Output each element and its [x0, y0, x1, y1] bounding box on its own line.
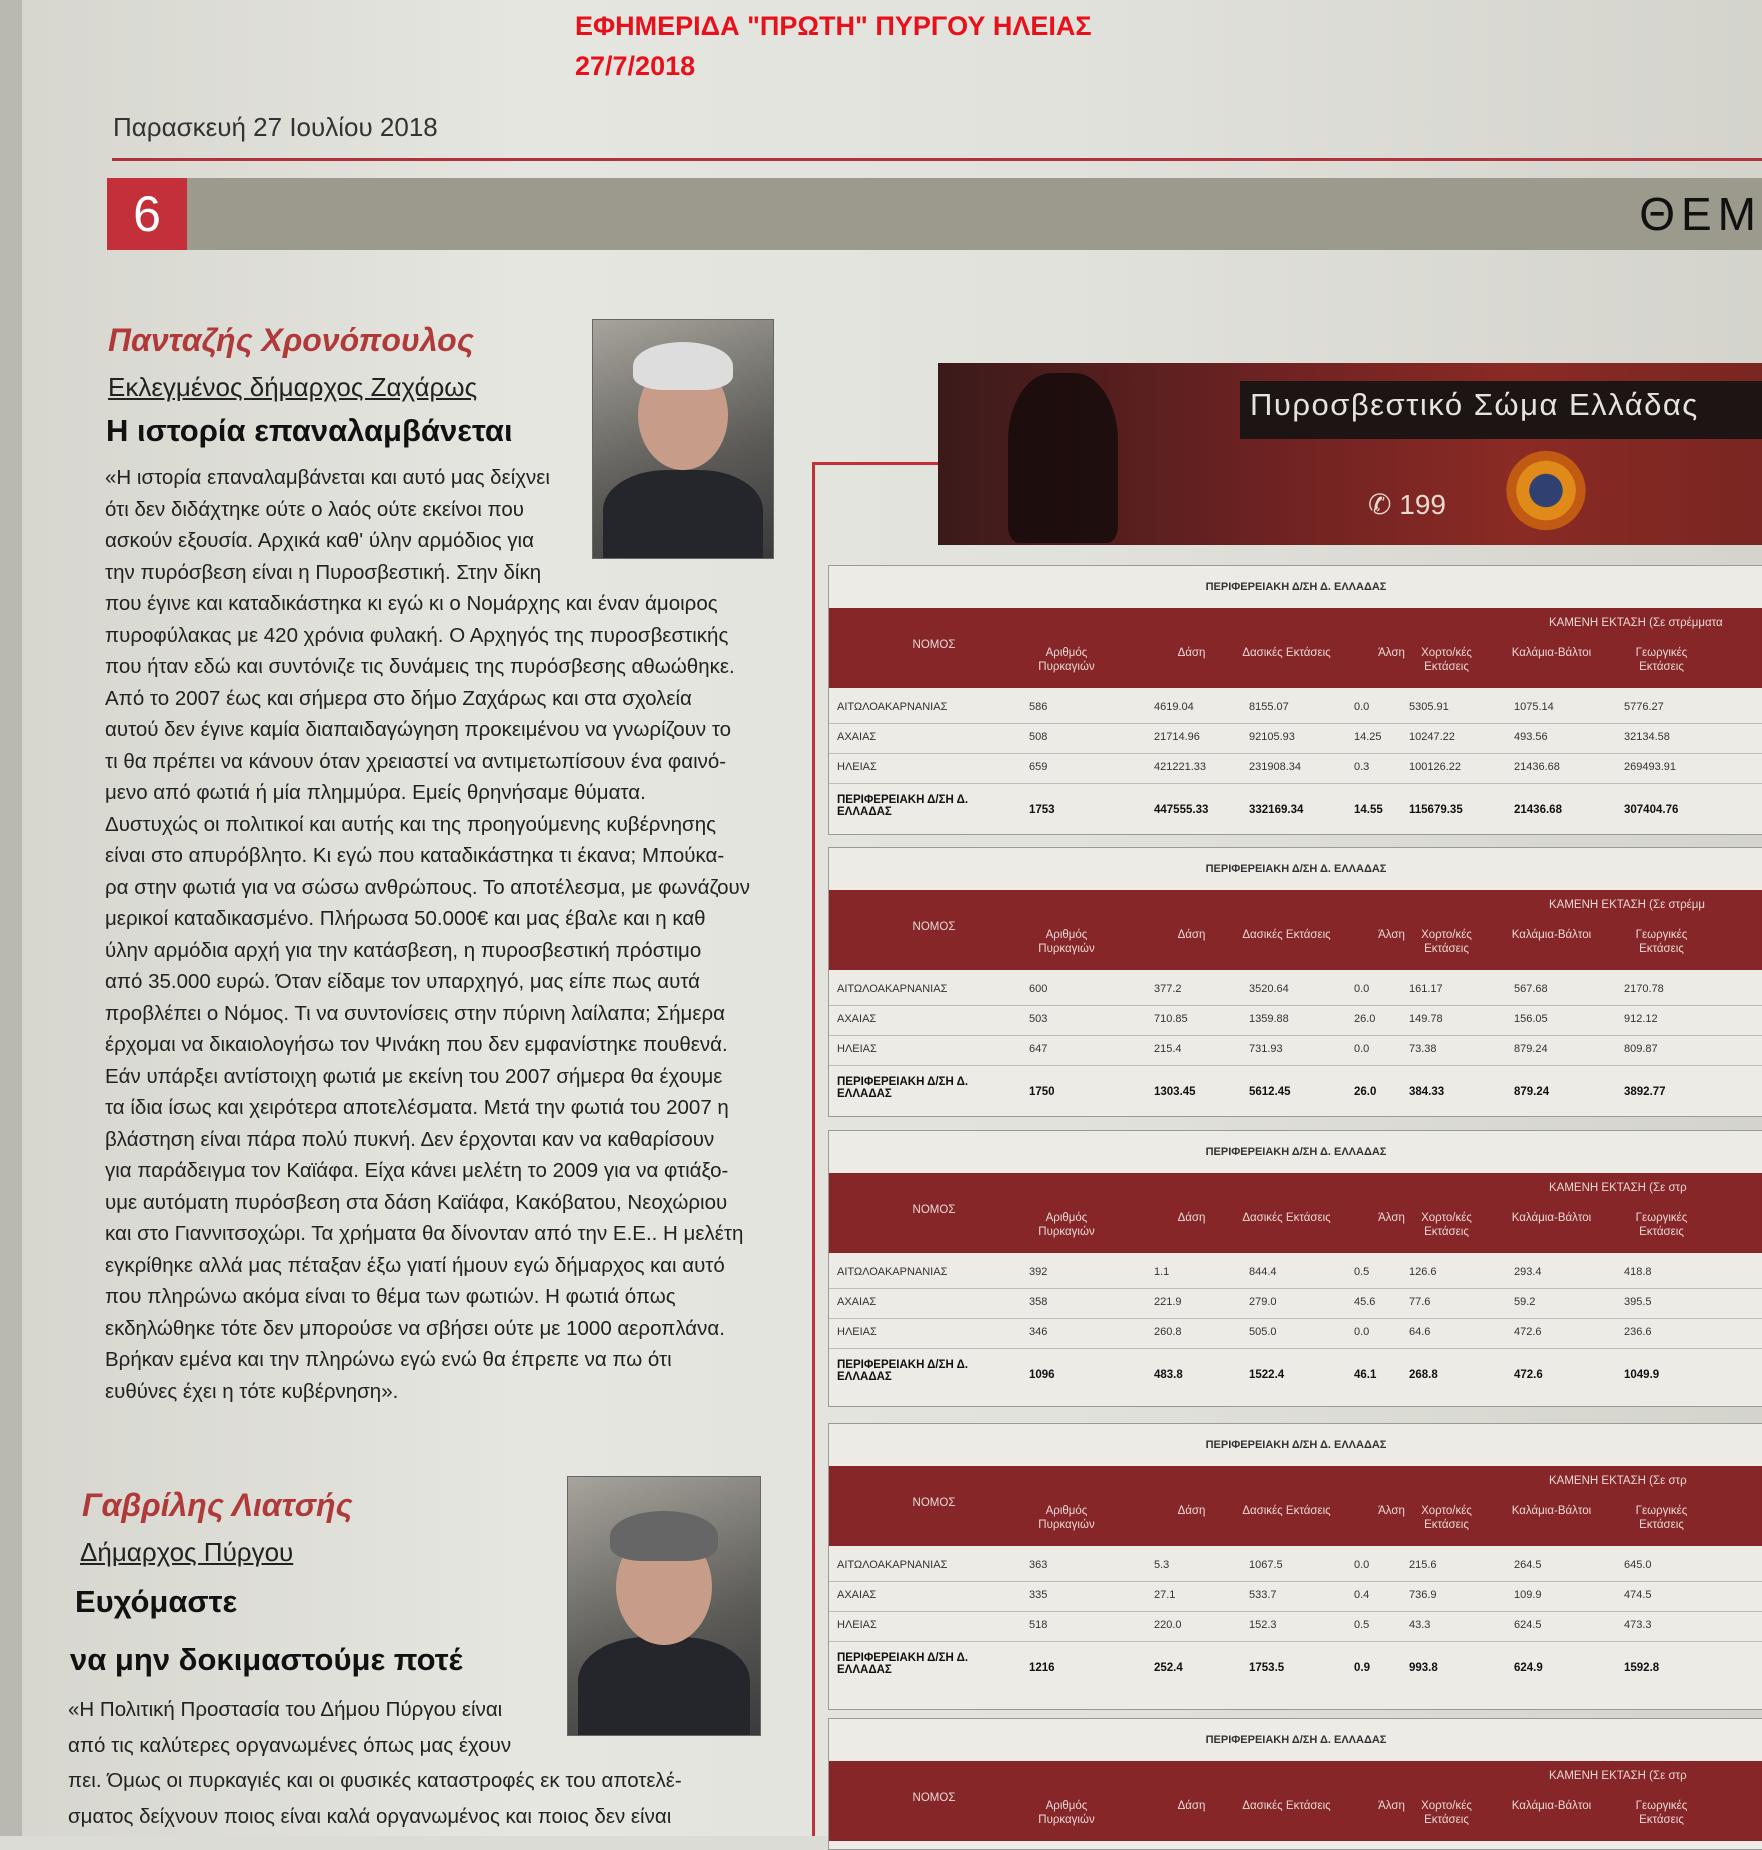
fire-stats-table [828, 1130, 1762, 1407]
table-column-header: Δασικές Εκτάσεις [1242, 1212, 1331, 1224]
article2-headline-line2: να μην δοκιμαστούμε ποτέ [70, 1642, 463, 1677]
table-cell: 0.4 [1354, 1589, 1370, 1601]
body-line: μερικοί καταδικασμένο. Πλήρωσα 50.000€ και μας έβαλε και η καθ [105, 907, 706, 930]
table-total-cell: 26.0 [1354, 1086, 1377, 1098]
table-column-header: Άλση [1378, 1212, 1405, 1224]
body-line: ευθύνες έχει η τότε κυβέρνηση». [105, 1379, 399, 1403]
table-cell: 418.8 [1624, 1266, 1652, 1278]
firefighter-silhouette [1008, 373, 1118, 543]
table-column-header: ΝΟΜΟΣ [912, 1204, 956, 1216]
row-separator [829, 1065, 1762, 1066]
fire-service-emblem-icon [1501, 443, 1591, 538]
table-cell: 64.6 [1409, 1326, 1431, 1338]
table-cell: 279.0 [1249, 1296, 1277, 1308]
table-column-header: Γεωργικές Εκτάσεις [1635, 1212, 1688, 1238]
table-cell: 215.6 [1409, 1559, 1437, 1571]
table-cell: ΑΧΑΙΑΣ [837, 1013, 877, 1025]
table-total-cell: 268.8 [1409, 1369, 1438, 1381]
clipping-caption [575, 6, 1092, 86]
table-column-header: Καλάμια-Βάλτοι [1511, 929, 1592, 941]
row-separator [829, 783, 1762, 784]
table-column-header: ΝΟΜΟΣ [912, 1792, 956, 1804]
table-total-cell: 1750 [1029, 1086, 1055, 1098]
body-line: ύλην αρμόδια αρχή για την κατάσβεση, η πυροσβεστική πρόστιμο [105, 938, 702, 962]
fire-stats-table [828, 1423, 1762, 1710]
table-cell: 647 [1029, 1043, 1048, 1055]
article2-portrait-photo [567, 1476, 761, 1736]
body-line: αυτού δεν έγινε καμία διαπαιδαγώγηση προκειμένου να γνωρίζουν το [105, 718, 732, 741]
table-total-cell: 3892.77 [1624, 1086, 1666, 1098]
table-cell: 395.5 [1624, 1296, 1652, 1308]
table-cell: 293.4 [1514, 1266, 1542, 1278]
table-cell: 26.0 [1354, 1013, 1376, 1025]
table-cell: 14.25 [1354, 731, 1382, 743]
table-cell: 600 [1029, 983, 1048, 995]
column-divider-vertical [812, 462, 815, 1836]
table-total-cell: 46.1 [1354, 1369, 1377, 1381]
table-cell: 43.3 [1409, 1619, 1431, 1631]
table-column-header: Δάση [1177, 929, 1206, 941]
fire-stats-table [828, 847, 1762, 1117]
banner-phone: 199 [1399, 489, 1446, 520]
body-line: από τις καλύτερες οργανωμένες όπως μας έχουν [68, 1733, 512, 1757]
table-total-cell: 14.55 [1354, 804, 1383, 816]
row-separator [829, 1581, 1762, 1582]
table-total-label: ΠΕΡΙΦΕΡΕΙΑΚΗ Δ/ΣΗ Δ. ΕΛΛΑΔΑΣ [837, 1076, 969, 1100]
body-line: βλάστηση είναι πάρα πολύ πυκνή. Δεν έρχονται καν να καθαρίσουν [105, 1127, 715, 1151]
table-column-header: Καλάμια-Βάλτοι [1511, 1505, 1592, 1517]
table-cell: 645.0 [1624, 1559, 1652, 1571]
table-column-header: Δάση [1177, 647, 1206, 659]
table-cell: 392 [1029, 1266, 1048, 1278]
table-cell: 505.0 [1249, 1326, 1277, 1338]
table-total-cell: 307404.76 [1624, 804, 1679, 816]
table-cell: ΑΧΑΙΑΣ [837, 1589, 877, 1601]
table-column-header: Δάση [1177, 1212, 1206, 1224]
body-line: Από το 2007 έως και σήμερα στο δήμο Ζαχάρως και στα σχολεία [105, 686, 692, 710]
banner-title: Πυροσβεστικό Σώμα Ελλάδας [1250, 387, 1699, 422]
row-separator [829, 723, 1762, 724]
table-total-label: ΠΕΡΙΦΕΡΕΙΑΚΗ Δ/ΣΗ Δ. ΕΛΛΑΔΑΣ [837, 794, 969, 818]
table-cell: 363 [1029, 1559, 1048, 1571]
section-title: ΘΕΜ [1639, 188, 1762, 240]
table-cell: 809.87 [1624, 1043, 1658, 1055]
table-total-cell: 483.8 [1154, 1369, 1183, 1381]
body-line: την πυρόσβεση είναι η Πυροσβεστική. Στην δίκη [105, 560, 542, 584]
table-cell: 2170.78 [1624, 983, 1664, 995]
table-total-label: ΠΕΡΙΦΕΡΕΙΑΚΗ Δ/ΣΗ Δ. ΕΛΛΑΔΑΣ [837, 1652, 969, 1676]
table-region-title: ΠΕΡΙΦΕΡΕΙΑΚΗ Δ/ΣΗ Δ. ΕΛΛΑΔΑΣ [1205, 1146, 1387, 1158]
table-cell: 1.1 [1154, 1266, 1170, 1278]
body-line: υμε αυτόματη πυρόσβεση στα δάση Καϊάφα, Κακόβατου, Νεοχώριου [105, 1190, 728, 1214]
body-line: Βρήκαν εμένα και την πληρώνω εγώ ενώ θα έπρεπε να πω ότι [105, 1348, 672, 1371]
table-column-header: Γεωργικές Εκτάσεις [1635, 1800, 1688, 1826]
table-column-header: Δασικές Εκτάσεις [1242, 1800, 1331, 1812]
table-column-header: Δασικές Εκτάσεις [1242, 647, 1331, 659]
table-cell: ΑΙΤΩΛΟΑΚΑΡΝΑΝΙΑΣ [837, 701, 948, 713]
table-cell: 335 [1029, 1589, 1048, 1601]
fire-stats-table [828, 565, 1762, 835]
table-cell: 4619.04 [1154, 701, 1194, 713]
body-line: μενο από φωτιά ή μία πλημμύρα. Εμείς θρηνήσαμε θύματα. [105, 781, 646, 804]
table-total-cell: 993.8 [1409, 1662, 1438, 1674]
table-cell: 421221.33 [1154, 761, 1206, 773]
table-column-header: Δάση [1177, 1505, 1206, 1517]
table-column-header: Χορτο/κές Εκτάσεις [1421, 1505, 1472, 1531]
table-cell: 260.8 [1154, 1326, 1182, 1338]
table-cell: 21714.96 [1154, 731, 1200, 743]
table-column-header: Δασικές Εκτάσεις [1242, 1505, 1331, 1517]
body-line: προβλέπει ο Νόμος. Τι να συντονίσεις στην πύρινη λαίλαπα; Σήμερα [105, 1001, 725, 1025]
table-cell: 5.3 [1154, 1559, 1170, 1571]
table-cell: 152.3 [1249, 1619, 1277, 1631]
table-cell: 1359.88 [1249, 1013, 1289, 1025]
body-line: από 35.000 ευρώ. Όταν είδαμε τον υπαρχηγό, μας είπε πως αυτά [105, 970, 700, 993]
table-column-header: Καλάμια-Βάλτοι [1511, 647, 1592, 659]
body-line: εκδηλώθηκε τότε δεν μπορούσε να σβήσει ούτε με 1000 αεροπλάνα. [105, 1316, 725, 1340]
table-total-cell: 1049.9 [1624, 1369, 1660, 1381]
table-cell: 624.5 [1514, 1619, 1542, 1631]
body-line: τα ίδια ίσως και χειρότερα αποτελέσματα. Μετά την φωτιά του 2007 η [105, 1096, 729, 1119]
table-column-header: Γεωργικές Εκτάσεις [1635, 929, 1688, 955]
table-total-cell: 115679.35 [1409, 804, 1463, 816]
table-cell: 736.9 [1409, 1589, 1437, 1601]
body-line: πυροφύλακας με 420 χρόνια φυλακή. Ο Αρχηγός της πυροσβεστικής [105, 623, 729, 647]
table-cell: 472.6 [1514, 1326, 1542, 1338]
table-cell: 100126.22 [1409, 761, 1461, 773]
table-cell: 32134.58 [1624, 731, 1670, 743]
table-cell: 0.0 [1354, 983, 1370, 995]
table-cell: 377.2 [1154, 983, 1182, 995]
table-column-header: Άλση [1378, 1505, 1405, 1517]
body-line: «Η ιστορία επαναλαμβάνεται και αυτό μας δείχνει [105, 466, 550, 489]
table-region-title: ΠΕΡΙΦΕΡΕΙΑΚΗ Δ/ΣΗ Δ. ΕΛΛΑΔΑΣ [1205, 1734, 1387, 1746]
table-cell: ΑΙΤΩΛΟΑΚΑΡΝΑΝΙΑΣ [837, 1266, 948, 1278]
table-cell: 0.3 [1354, 761, 1370, 773]
issue-date: Παρασκευή 27 Ιουλίου 2018 [113, 112, 438, 142]
table-cell: 10247.22 [1409, 731, 1455, 743]
table-total-label: ΠΕΡΙΦΕΡΕΙΑΚΗ Δ/ΣΗ Δ. ΕΛΛΑΔΑΣ [837, 1359, 969, 1383]
table-total-cell: 1303.45 [1154, 1086, 1196, 1098]
article1-role: Εκλεγμένος δήμαρχος Ζαχάρως [108, 372, 478, 402]
table-total-cell: 1522.4 [1249, 1369, 1285, 1381]
table-cell: ΑΧΑΙΑΣ [837, 1296, 877, 1308]
table-cell: 0.0 [1354, 1043, 1370, 1055]
table-cell: 21436.68 [1514, 761, 1560, 773]
table-cell: 73.38 [1409, 1043, 1437, 1055]
table-cell: 0.5 [1354, 1266, 1370, 1278]
table-cell: 659 [1029, 761, 1048, 773]
table-column-header: Καλάμια-Βάλτοι [1511, 1212, 1592, 1224]
body-line: Εάν υπάρξει αντίστοιχη φωτιά με εκείνη του 2007 σήμερα θα έχουμε [105, 1064, 723, 1088]
table-cell: 518 [1029, 1619, 1048, 1631]
article1-author: Πανταζής Χρονόπουλος [108, 322, 474, 358]
page-number: 6 [107, 178, 187, 250]
table-cell: 221.9 [1154, 1296, 1182, 1308]
table-cell: 236.6 [1624, 1326, 1652, 1338]
table-cell: 508 [1029, 731, 1048, 743]
table-cell: 161.17 [1409, 983, 1443, 995]
body-line: ότι δεν διδάχτηκε ούτε ο λαός ούτε εκείνοι που [105, 497, 524, 521]
table-cell: 503 [1029, 1013, 1048, 1025]
table-total-cell: 879.24 [1514, 1086, 1550, 1098]
burned-area-header: ΚΑΜΕΝΗ ΕΚΤΑΣΗ (Σε στρέμματα [1549, 617, 1723, 629]
table-cell: ΑΙΤΩΛΟΑΚΑΡΝΑΝΙΑΣ [837, 983, 948, 995]
table-column-header: Γεωργικές Εκτάσεις [1635, 647, 1688, 673]
table-cell: 5776.27 [1624, 701, 1664, 713]
body-line: ρα στην φωτιά για να σώσω ανθρώπους. Το αποτέλεσμα, με φωνάζουν [105, 875, 751, 899]
table-column-header: Άλση [1378, 929, 1405, 941]
table-cell: ΗΛΕΙΑΣ [837, 1619, 877, 1631]
table-cell: 0.0 [1354, 701, 1370, 713]
table-cell: 59.2 [1514, 1296, 1536, 1308]
body-line: για παράδειγμα τον Καϊάφα. Είχα κάνει μελέτη το 2009 για να φτιάξο- [105, 1159, 729, 1182]
table-total-cell: 0.9 [1354, 1662, 1370, 1674]
row-separator [829, 1318, 1762, 1319]
burned-area-header: ΚΑΜΕΝΗ ΕΚΤΑΣΗ (Σε στρ [1549, 1475, 1687, 1487]
table-total-cell: 472.6 [1514, 1369, 1543, 1381]
table-total-cell: 1216 [1029, 1662, 1055, 1674]
row-separator [829, 1005, 1762, 1006]
table-cell: ΑΧΑΙΑΣ [837, 731, 877, 743]
table-total-cell: 252.4 [1154, 1662, 1183, 1674]
table-region-title: ΠΕΡΙΦΕΡΕΙΑΚΗ Δ/ΣΗ Δ. ΕΛΛΑΔΑΣ [1205, 1439, 1387, 1451]
body-line: ασκούν εξουσία. Αρχικά καθ' ύλην αρμόδιος για [105, 529, 534, 552]
table-column-header: ΝΟΜΟΣ [912, 639, 956, 651]
article1-headline: Η ιστορία επαναλαμβάνεται [106, 413, 513, 448]
table-cell: 27.1 [1154, 1589, 1176, 1601]
table-total-cell: 624.9 [1514, 1662, 1543, 1674]
table-column-header: ΝΟΜΟΣ [912, 1497, 956, 1509]
caption-date: 27/7/2018 [575, 51, 696, 81]
table-cell: 474.5 [1624, 1589, 1652, 1601]
body-line: έρχομαι να δικαιολογήσω τον Ψινάκη που δεν εμφανίστηκε πουθενά. [105, 1033, 728, 1056]
table-cell: 586 [1029, 701, 1048, 713]
table-column-header: Αριθμός Πυρκαγιών [1038, 1505, 1095, 1531]
section-bar [107, 178, 1762, 250]
table-total-cell: 1592.8 [1624, 1662, 1660, 1674]
table-column-header: Αριθμός Πυρκαγιών [1038, 929, 1095, 955]
table-cell: ΗΛΕΙΑΣ [837, 761, 877, 773]
fire-service-banner [938, 363, 1762, 545]
table-cell: 126.6 [1409, 1266, 1437, 1278]
table-cell: 264.5 [1514, 1559, 1542, 1571]
table-total-cell: 332169.34 [1249, 804, 1304, 816]
table-cell: 0.0 [1354, 1326, 1370, 1338]
article2-author: Γαβρίλης Λιατσής [82, 1487, 353, 1523]
page-fold-edge [0, 0, 22, 1836]
body-line: τι θα πρέπει να κάνουν όταν χρειαστεί να αντιμετωπίσουν ένα φαινό- [105, 749, 727, 773]
body-line: που έγινε και καταδικάστηκα κι εγώ κι ο Νομάρχης και έναν άμοιρος [105, 592, 718, 615]
table-cell: 1067.5 [1249, 1559, 1283, 1571]
table-cell: 1075.14 [1514, 701, 1554, 713]
table-column-header: Αριθμός Πυρκαγιών [1038, 647, 1095, 673]
burned-area-header: ΚΑΜΕΝΗ ΕΚΤΑΣΗ (Σε στρέμμ [1549, 899, 1706, 911]
table-cell: 45.6 [1354, 1296, 1376, 1308]
table-column-header: Χορτο/κές Εκτάσεις [1421, 647, 1472, 673]
table-region-title: ΠΕΡΙΦΕΡΕΙΑΚΗ Δ/ΣΗ Δ. ΕΛΛΑΔΑΣ [1205, 863, 1387, 875]
row-separator [829, 1035, 1762, 1036]
table-column-header: Χορτο/κές Εκτάσεις [1421, 1800, 1472, 1826]
table-column-header: Δασικές Εκτάσεις [1242, 929, 1331, 941]
body-line: είναι στο απυρόβλητο. Κι εγώ που καταδικάστηκα τι έκανα; Μπούκα- [105, 844, 725, 867]
table-cell: 567.68 [1514, 983, 1548, 995]
body-line: πει. Όμως οι πυρκαγιές και οι φυσικές καταστροφές εκ του αποτελέ- [68, 1769, 682, 1792]
table-cell: 879.24 [1514, 1043, 1548, 1055]
table-column-header: Γεωργικές Εκτάσεις [1635, 1505, 1688, 1531]
table-cell: 493.56 [1514, 731, 1548, 743]
body-line: σματος δείχνουν ποιος είναι καλά οργανωμένος και ποιος δεν είναι [68, 1804, 672, 1828]
table-cell: 358 [1029, 1296, 1048, 1308]
body-line: «Η Πολιτική Προστασία του Δήμου Πύργου είναι [68, 1698, 503, 1721]
body-line: που πληρώνω ακόμα είναι το θέμα των φωτιών. Η φωτιά όπως [105, 1285, 676, 1308]
table-column-header: Αριθμός Πυρκαγιών [1038, 1800, 1095, 1826]
burned-area-header: ΚΑΜΕΝΗ ΕΚΤΑΣΗ (Σε στρ [1549, 1770, 1687, 1782]
table-total-cell: 447555.33 [1154, 804, 1209, 816]
table-column-header: Δάση [1177, 1800, 1206, 1812]
table-cell: 149.78 [1409, 1013, 1443, 1025]
table-region-title: ΠΕΡΙΦΕΡΕΙΑΚΗ Δ/ΣΗ Δ. ΕΛΛΑΔΑΣ [1205, 581, 1387, 593]
table-cell: ΑΙΤΩΛΟΑΚΑΡΝΑΝΙΑΣ [837, 1559, 948, 1571]
table-cell: ΗΛΕΙΑΣ [837, 1326, 877, 1338]
article2-headline-line1: Ευχόμαστε [75, 1584, 238, 1619]
table-cell: 912.12 [1624, 1013, 1658, 1025]
table-cell: 215.4 [1154, 1043, 1182, 1055]
table-cell: 731.93 [1249, 1043, 1283, 1055]
table-cell: 8155.07 [1249, 701, 1289, 713]
body-line: που ήταν εδώ και συντόνιζε τις δυνάμεις της πυρόσβεσης αθωώθηκε. [105, 655, 735, 678]
table-total-cell: 1753 [1029, 804, 1055, 816]
table-cell: 156.05 [1514, 1013, 1548, 1025]
table-total-cell: 5612.45 [1249, 1086, 1291, 1098]
body-line: και στο Γιαννιτσοχώρι. Τα χρήματα θα δίνονταν από την Ε.Ε.. Η μελέτη [105, 1222, 744, 1245]
row-separator [829, 1348, 1762, 1349]
body-line: Δυστυχώς οι πολιτικοί και αυτής και της προηγούμενης κυβέρνησης [105, 812, 716, 836]
fire-stats-table [828, 1718, 1762, 1850]
table-cell: 77.6 [1409, 1296, 1431, 1308]
table-column-header: Χορτο/κές Εκτάσεις [1421, 929, 1472, 955]
table-column-header: Αριθμός Πυρκαγιών [1038, 1212, 1095, 1238]
table-cell: 710.85 [1154, 1013, 1188, 1025]
table-cell: 109.9 [1514, 1589, 1542, 1601]
article1-portrait-photo [592, 319, 774, 559]
article2-role: Δήμαρχος Πύργου [80, 1537, 294, 1567]
table-cell: 533.7 [1249, 1589, 1277, 1601]
table-cell: 220.0 [1154, 1619, 1182, 1631]
table-cell: 346 [1029, 1326, 1048, 1338]
table-column-header: Άλση [1378, 1800, 1405, 1812]
table-column-header: Καλάμια-Βάλτοι [1511, 1800, 1592, 1812]
table-total-cell: 384.33 [1409, 1086, 1445, 1098]
table-cell: 0.0 [1354, 1559, 1370, 1571]
table-cell: 5305.91 [1409, 701, 1449, 713]
row-separator [829, 1641, 1762, 1642]
row-separator [829, 1288, 1762, 1289]
table-column-header: ΝΟΜΟΣ [912, 921, 956, 933]
caption-source: ΕΦΗΜΕΡΙΔΑ "ΠΡΩΤΗ" ΠΥΡΓΟΥ ΗΛΕΙΑΣ [575, 11, 1092, 41]
table-cell: 0.5 [1354, 1619, 1370, 1631]
table-column-header: Άλση [1378, 647, 1405, 659]
header-rule [112, 158, 1762, 161]
body-line: εγκρίθηκε αλλά μας πέταξαν έξω γιατί ήμουν εγώ δήμαρχος και αυτό [105, 1253, 725, 1277]
table-cell: ΗΛΕΙΑΣ [837, 1043, 877, 1055]
table-cell: 231908.34 [1249, 761, 1301, 773]
table-column-header: Χορτο/κές Εκτάσεις [1421, 1212, 1472, 1238]
table-total-cell: 1753.5 [1249, 1662, 1285, 1674]
table-cell: 473.3 [1624, 1619, 1652, 1631]
table-total-cell: 21436.68 [1514, 804, 1562, 816]
phone-icon: ✆ 199 [1368, 489, 1446, 520]
row-separator [829, 753, 1762, 754]
table-cell: 3520.64 [1249, 983, 1289, 995]
burned-area-header: ΚΑΜΕΝΗ ΕΚΤΑΣΗ (Σε στρ [1549, 1182, 1687, 1194]
table-total-cell: 1096 [1029, 1369, 1055, 1381]
table-cell: 844.4 [1249, 1266, 1277, 1278]
row-separator [829, 1611, 1762, 1612]
table-cell: 269493.91 [1624, 761, 1676, 773]
table-cell: 92105.93 [1249, 731, 1295, 743]
